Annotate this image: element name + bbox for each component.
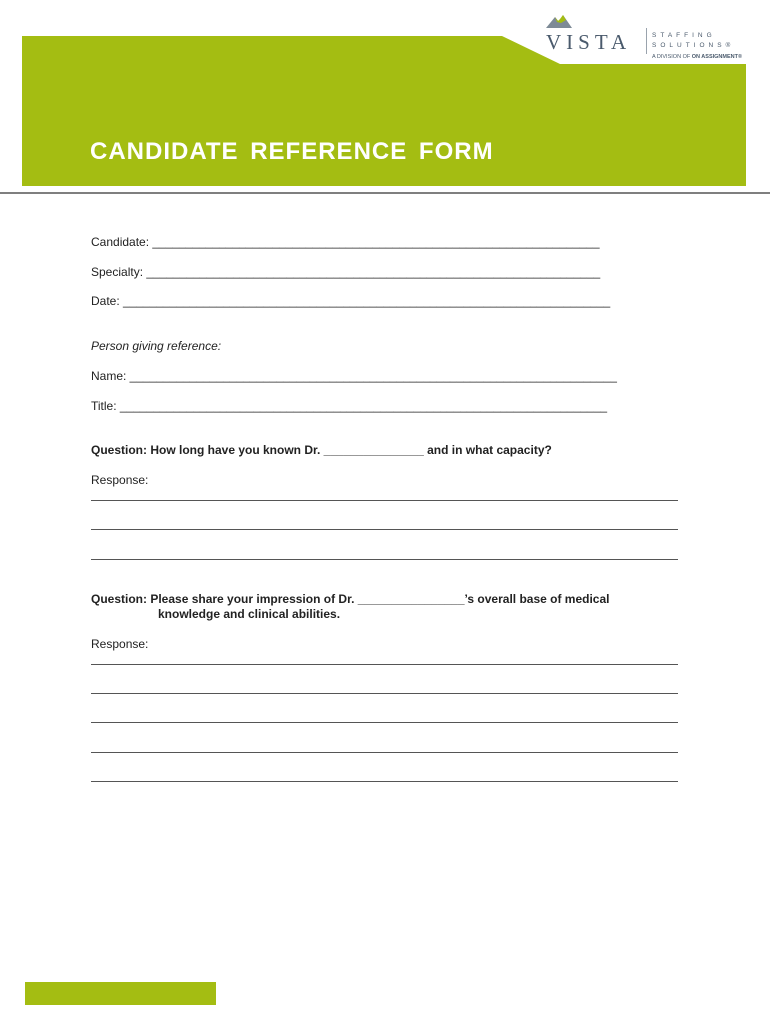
logo-division-prefix: A DIVISION OF (652, 54, 691, 60)
mountain-icon (546, 14, 572, 28)
logo-subtitle-2: SOLUTIONS® (652, 42, 735, 49)
logo-separator (646, 28, 647, 54)
logo-subtitle-1: STAFFING (652, 32, 716, 39)
response-label-1: Response: (91, 473, 149, 487)
question-1: Question: How long have you known Dr. _______________ and in what capacity? (91, 443, 552, 457)
date-field[interactable]: Date: _________________________________________________________________________ (91, 294, 611, 308)
title-field[interactable]: Title: _________________________________________________________________________ (91, 399, 608, 413)
candidate-field[interactable]: Candidate: ___________________________________________________________________ (91, 235, 600, 249)
response-1-line-3[interactable] (91, 559, 678, 560)
header-band (0, 0, 770, 200)
name-field[interactable]: Name: _________________________________________________________________________ (91, 369, 617, 383)
response-label-2: Response: (91, 637, 149, 651)
response-1-line-1[interactable] (91, 500, 678, 501)
response-2-line-3[interactable] (91, 722, 678, 723)
logo-wordmark: VISTA (546, 30, 632, 54)
footer-bar (25, 982, 216, 1005)
response-1-line-2[interactable] (91, 529, 678, 530)
question-2-line-2: knowledge and clinical abilities. (158, 607, 341, 621)
response-2-line-1[interactable] (91, 664, 678, 665)
page-title: CANDIDATE REFERENCE FORM (90, 138, 494, 165)
logo-division-name: ON ASSIGNMENT® (691, 54, 743, 60)
reference-heading: Person giving reference: (91, 339, 222, 353)
response-2-line-4[interactable] (91, 752, 678, 753)
company-logo (546, 14, 756, 64)
question-2-line-1: Question: Please share your impression of Dr. ________________’s overall base of medical (91, 592, 610, 606)
response-2-line-2[interactable] (91, 693, 678, 694)
response-2-line-5[interactable] (91, 781, 678, 782)
specialty-field[interactable]: Specialty: ____________________________________________________________________ (91, 265, 601, 279)
logo-division (652, 54, 742, 60)
